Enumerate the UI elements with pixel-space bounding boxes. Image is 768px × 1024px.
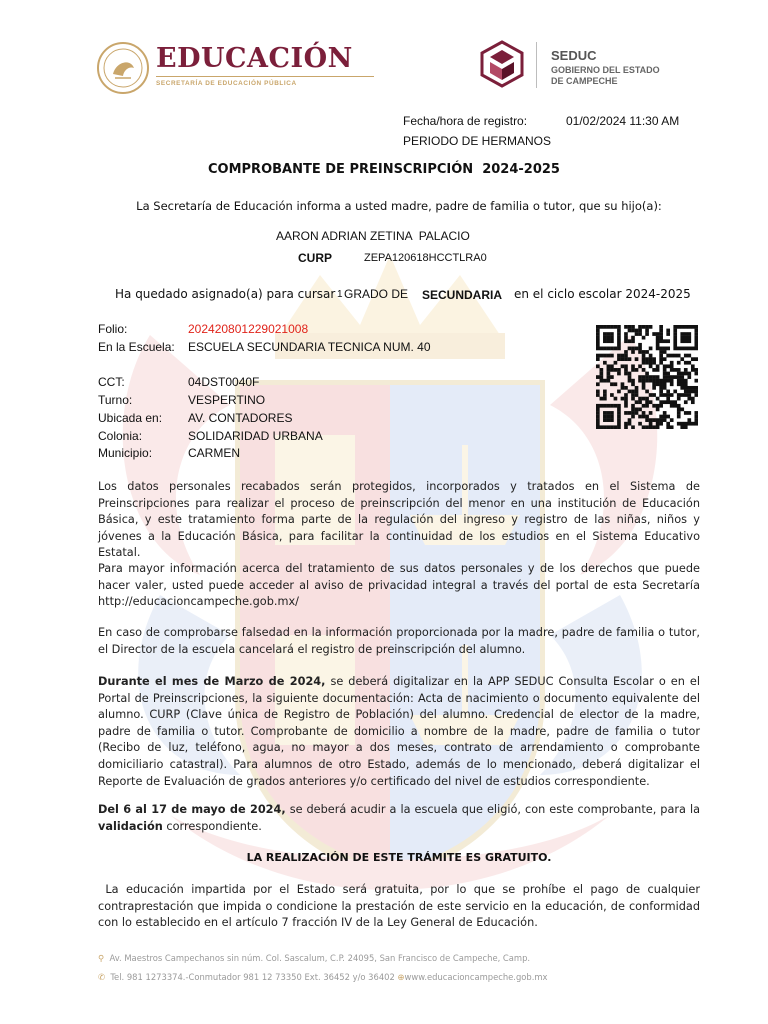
folio-label: Folio: bbox=[98, 322, 128, 336]
privacy-info-paragraph: Para mayor información acerca del tratamiento de sus datos personales y de los derechos que puede hacer valer, usted puede acceder al aviso de privacidad integral a través del portal de esta Secretaría http://educacioncampeche.gob.mx/ bbox=[98, 562, 700, 609]
school-value: ESCUELA SECUNDARIA TECNICA NUM. 40 bbox=[188, 340, 431, 354]
documentation-date: Durante el mes de Marzo de 2024, bbox=[98, 675, 326, 688]
assignment-grade-label: GRADO DE bbox=[344, 287, 409, 301]
globe-icon: ⊕ bbox=[397, 972, 405, 982]
page-title: COMPROBANTE DE PREINSCRIPCIÓN 2024-2025 bbox=[208, 162, 560, 177]
seduc-subtitle-2: DE CAMPECHE bbox=[551, 76, 618, 86]
seduc-divider bbox=[536, 42, 537, 88]
school-label: En la Escuela: bbox=[98, 340, 175, 354]
falsehood-paragraph: En caso de comprobarse falsedad en la información proporcionada por la madre, padre de familia o tutor, el Director de la escuela cancelará el registro de preinscripción del alumno. bbox=[98, 626, 700, 656]
gratuity-paragraph: La educación impartida por el Estado será gratuita, por lo que se prohíbe el pago de cualquier contraprestación que impida o condicione la prestación de este servicio en la educación, de conformidad con lo establecido en el artículo 7 fracción IV de la Ley General de Educación. bbox=[98, 883, 704, 930]
curp-label: CURP bbox=[298, 251, 333, 265]
sep-logo-title: EDUCACIÓN bbox=[156, 43, 353, 74]
cct-value: 04DST0040F bbox=[188, 375, 260, 389]
folio-value: 202420801229021008 bbox=[188, 322, 309, 336]
municipio-label: Municipio: bbox=[98, 446, 153, 460]
validation-end: correspondiente. bbox=[162, 819, 262, 833]
registration-label: Fecha/hora de registro: bbox=[403, 114, 528, 128]
seduc-title: SEDUC bbox=[551, 48, 597, 63]
phone-icon: ✆ bbox=[98, 972, 106, 982]
national-seal-icon bbox=[96, 40, 150, 96]
validation-word: validación bbox=[98, 819, 163, 833]
footer-address bbox=[98, 953, 530, 963]
registration-value: 01/02/2024 11:30 AM bbox=[566, 114, 680, 128]
sep-logo bbox=[96, 40, 353, 100]
assignment-level: SECUNDARIA bbox=[422, 288, 503, 302]
seduc-logo bbox=[478, 40, 678, 100]
municipio-value: CARMEN bbox=[188, 446, 241, 460]
location-pin-icon: ⚲ bbox=[98, 953, 105, 963]
documentation-text: se deberá digitalizar en la APP SEDUC Consulta Escolar o en el Portal de Preinscripciones, la siguiente documentación: Acta de nacimiento o documento equivalente del alumno. CURP (Clave única de Registro de Población) del alumno. Credencial de elector de la madre, padre de familia o tutor. Comprobante de domicilio a nombre de la madre, padre de familia o tutor (Recibo de luz, teléfono, agua, no mayor a dos meses, contrato de arrendamiento o comprobante domiciliario catastral). Para alumnos de otro Estado, además de lo mencionado, deberá digitalizar el Reporte de Evaluación de grados anteriores y/o certificado del nivel de estudios correspondiente. bbox=[98, 675, 700, 788]
ubicada-label: Ubicada en: bbox=[98, 411, 163, 425]
colonia-value: SOLIDARIDAD URBANA bbox=[188, 429, 323, 443]
turno-label: Turno: bbox=[98, 393, 133, 407]
documentation-paragraph bbox=[98, 674, 700, 790]
validation-paragraph bbox=[98, 802, 700, 835]
footer-address-text: Av. Maestros Campechanos sin núm. Col. Sascalum, C.P. 24095, San Francisco de Campeche, Camp. bbox=[109, 953, 531, 963]
cct-label: CCT: bbox=[98, 375, 125, 389]
student-name: AARON ADRIAN ZETINA PALACIO bbox=[276, 229, 470, 243]
qr-code bbox=[596, 325, 698, 429]
footer-website-link[interactable]: www.educacioncampeche.gob.mx bbox=[404, 972, 548, 982]
intro-text: La Secretaría de Educación informa a usted madre, padre de familia o tutor, que su hijo(a): bbox=[136, 199, 662, 213]
colonia-label: Colonia: bbox=[98, 429, 143, 443]
sep-logo-subtitle: SECRETARÍA DE EDUCACIÓN PÚBLICA bbox=[156, 80, 297, 87]
privacy-paragraph: Los datos personales recabados serán protegidos, incorporados y tratados en el Sistema de Preinscripciones para realizar el proceso de preinscripción del menor en una institución de Educación Básica, y este tratamiento forma parte de la regulación del ingreso y registro de las niñas, niños y jóvenes a la Educación Básica, para facilitar la continuidad de los estudios en el Sistema Educativo Estatal. bbox=[98, 480, 700, 560]
seduc-subtitle-1: GOBIERNO DEL ESTADO bbox=[551, 65, 660, 75]
footer-contact bbox=[98, 972, 548, 982]
turno-value: VESPERTINO bbox=[188, 393, 266, 407]
ubicada-value: AV. CONTADORES bbox=[188, 411, 293, 425]
registration-period: PERIODO DE HERMANOS bbox=[403, 134, 552, 148]
validation-date: Del 6 al 17 de mayo de 2024, bbox=[98, 803, 286, 816]
free-notice: LA REALIZACIÓN DE ESTE TRÁMITE ES GRATUITO. bbox=[246, 851, 552, 864]
seduc-emblem-icon bbox=[478, 40, 526, 88]
curp-value: ZEPA120618HCCTLRA0 bbox=[364, 252, 487, 264]
footer-phone-text: Tel. 981 1273374.-Conmutador 981 12 73350 Ext. 36452 y/o 36402 bbox=[110, 972, 395, 982]
validation-text: se deberá acudir a la escuela que eligió, con este comprobante, para la bbox=[285, 803, 701, 816]
assignment-grade: 1 bbox=[337, 289, 343, 300]
sep-logo-divider bbox=[156, 76, 374, 77]
assignment-suffix: en el ciclo escolar 2024-2025 bbox=[514, 287, 691, 301]
assignment-prefix: Ha quedado asignado(a) para cursar bbox=[115, 287, 336, 301]
